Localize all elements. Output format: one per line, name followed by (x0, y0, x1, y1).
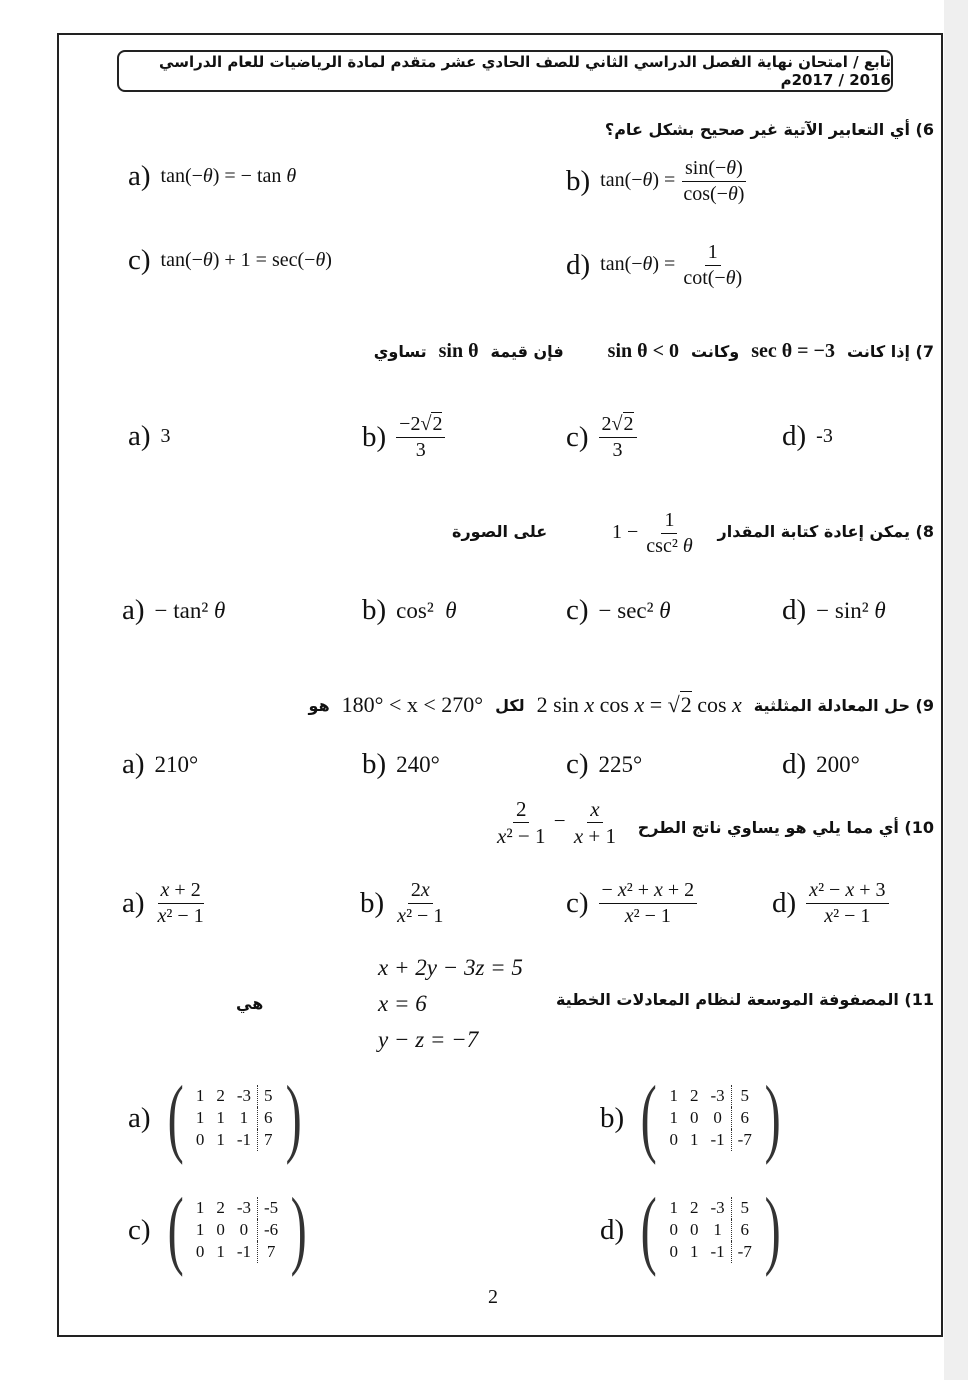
q7-option-d[interactable] (782, 420, 833, 453)
matrix-entry: -1 (704, 1129, 731, 1151)
q9-range: 180° < x < 270° (341, 692, 484, 717)
matrix-entry: 1 (195, 1108, 205, 1127)
q7-option-b[interactable] (362, 412, 445, 463)
q9-is: هو (308, 695, 330, 715)
matrix-entry: -3 (231, 1085, 258, 1107)
q7-and: وكانت (690, 342, 740, 361)
matrix-entry: 5 (740, 1198, 749, 1217)
scan-edge (944, 0, 968, 1380)
q11-equation-2: x = 6 (378, 991, 427, 1016)
q7-intro: 7) إذا كانت (846, 342, 934, 361)
matrix-entry: 6 (264, 1108, 273, 1127)
matrix-entry: 0 (195, 1130, 205, 1149)
q6-b-expression: tan(−θ) = $\frac{\sin(-\theta)}{\cos(-\theta)}$ (600, 157, 745, 205)
q6-option-d[interactable] (566, 240, 745, 291)
q8-c-expression: − sec² θ (598, 597, 671, 623)
q6-d-expression: tan(−θ) = $\frac{1}{\cot(-\theta)}$ (600, 241, 743, 289)
matrix-entry: 0 (669, 1130, 678, 1149)
q10-option-a[interactable] (122, 878, 207, 929)
q8-option-a[interactable] (122, 594, 225, 627)
q7-sec-condition: sec θ = −3 (751, 340, 835, 362)
q9-b-value: 240° (396, 751, 440, 777)
q7-d-value: -3 (816, 425, 833, 447)
q10-b-expression: $\frac{2x}{\text{x² − 1}}$ (397, 879, 444, 927)
option-label: c) (566, 421, 589, 453)
matrix-entry: 0 (669, 1220, 678, 1239)
q8-a-expression: − tan² θ (154, 597, 226, 623)
option-label: a) (122, 594, 145, 626)
q9-d-value: 200° (816, 751, 860, 777)
q9-option-d[interactable] (782, 748, 860, 781)
matrix-entry: 7 (266, 1242, 276, 1261)
q10-option-c[interactable] (566, 878, 697, 929)
q6-option-c[interactable] (128, 244, 332, 277)
q8-suffix: على الصورة (452, 522, 548, 541)
matrix-entry: 0 (689, 1108, 699, 1127)
q10-d-expression: $\frac{\text{x² − x + 3}}{\text{x² − 1}}$ (806, 878, 888, 929)
q7-target: sin θ (438, 340, 479, 362)
matrix-entry: -1 (704, 1241, 731, 1263)
question-9-text (309, 692, 934, 718)
matrix-entry: 1 (689, 1130, 699, 1149)
matrix-entry: 0 (231, 1219, 258, 1241)
q10-option-d[interactable] (772, 878, 889, 929)
option-label: b) (360, 887, 385, 919)
q9-intro: 9) حل المعادلة المثلثية (753, 695, 934, 715)
q11-a-matrix: ( 1 2 -3 5 1 1 1 6 0 1 -1 7 ) (167, 1069, 302, 1166)
q7-then: فإن قيمة (490, 342, 564, 361)
q6-option-a[interactable] (128, 160, 296, 193)
matrix-entry: 1 (704, 1219, 731, 1241)
q11-system (378, 950, 523, 1058)
matrix-entry: 6 (740, 1220, 749, 1239)
matrix-entry: 7 (264, 1130, 273, 1149)
option-label: d) (566, 249, 591, 281)
q9-for: لكل (495, 695, 525, 715)
q9-a-value: 210° (154, 751, 199, 777)
option-label: d) (772, 887, 797, 919)
matrix-entry: 0 (689, 1220, 699, 1239)
matrix-entry: 1 (669, 1198, 678, 1217)
matrix-entry: 5 (740, 1086, 749, 1105)
option-label: a) (128, 420, 151, 452)
q11-equation-1: x + 2y − 3z = 5 (378, 955, 523, 980)
q11-is: هي (236, 994, 264, 1013)
option-label: d) (782, 594, 807, 626)
option-label: a) (128, 160, 151, 192)
q6-c-expression: tan(−θ) + 1 = sec(−θ) (160, 249, 332, 271)
option-label: c) (566, 748, 589, 780)
q8-option-b[interactable] (362, 594, 457, 627)
q8-expression: 1 − $\frac{1}{\text{csc² θ}}$ (612, 509, 693, 557)
matrix-entry: 1 (195, 1220, 205, 1239)
matrix-entry: -5 (264, 1198, 279, 1217)
option-label: c) (566, 887, 589, 919)
matrix-entry: 1 (216, 1130, 225, 1149)
matrix-entry: 1 (689, 1242, 699, 1261)
matrix-entry: 2 (689, 1198, 699, 1217)
exam-header: تابع / امتحان نهاية الفصل الدراسي الثاني للصف الحادي عشر متقدم لمادة الرياضيات للعام الدراسي 2016 / 2017م (117, 50, 893, 92)
question-6-text: 6) أي التعابير الآتية غير صحيح بشكل عام؟ (604, 120, 934, 139)
q11-option-c[interactable] (128, 1181, 314, 1278)
matrix-entry: 1 (195, 1198, 205, 1217)
q10-option-b[interactable] (360, 878, 446, 929)
q7-equals: تساوي (373, 342, 427, 361)
option-label: d) (782, 748, 807, 780)
option-label: c) (128, 1213, 151, 1246)
q9-option-a[interactable] (122, 748, 198, 781)
matrix-entry: 1 (216, 1108, 225, 1127)
matrix-entry: 0 (669, 1242, 678, 1261)
q7-sin-condition: sin θ < 0 (607, 340, 679, 362)
option-label: a) (128, 1101, 151, 1134)
option-label: b) (362, 421, 387, 453)
q11-option-d[interactable] (600, 1181, 787, 1278)
q11-option-a[interactable] (128, 1069, 308, 1166)
matrix-entry: -1 (231, 1241, 258, 1263)
q6-a-expression: tan(−θ) = − tan θ (160, 165, 297, 187)
matrix-entry: -3 (704, 1197, 731, 1219)
option-label: c) (128, 244, 151, 276)
q7-b-value: $\frac{-2√2}{3}$ (396, 412, 445, 463)
matrix-entry: 1 (669, 1086, 678, 1105)
q7-option-c[interactable] (566, 412, 637, 463)
matrix-entry: 5 (264, 1086, 273, 1105)
option-label: b) (362, 748, 387, 780)
matrix-entry: 2 (216, 1198, 225, 1217)
option-label: b) (600, 1101, 625, 1134)
q9-c-value: 225° (598, 751, 643, 777)
q11-equation-3: y − z = −7 (378, 1027, 479, 1052)
question-10-text: 10) أي مما يلي هو يساوي ناتج الطرح (637, 818, 934, 837)
matrix-entry: 2 (689, 1086, 699, 1105)
option-label: d) (782, 420, 807, 452)
matrix-entry: -3 (704, 1085, 731, 1107)
q10-a-expression: $\frac{x + 2}{\text{x² − 1}}$ (157, 879, 204, 927)
q11-c-matrix: ( 1 2 -3 -5 1 0 0 -6 0 1 -1 7 ) (167, 1181, 307, 1278)
q9-equation: 2 sin x cos x = √2 cos x (536, 692, 742, 717)
matrix-entry: -7 (737, 1242, 752, 1261)
q7-a-value: 3 (160, 425, 171, 447)
q8-b-expression: cos² θ (396, 597, 457, 623)
option-label: a) (122, 748, 145, 780)
q11-option-b[interactable] (600, 1069, 787, 1166)
matrix-entry: -6 (264, 1220, 279, 1239)
option-label: b) (566, 165, 591, 197)
option-label: a) (122, 887, 145, 919)
matrix-entry: 1 (669, 1108, 678, 1127)
question-11-text: 11) المصفوفة الموسعة لنظام المعادلات الخطية (555, 990, 934, 1009)
matrix-entry: 1 (195, 1086, 205, 1105)
matrix-entry: 0 (704, 1107, 731, 1129)
q9-option-b[interactable] (362, 748, 440, 781)
matrix-entry: -3 (231, 1197, 258, 1219)
question-8-text: 8) يمكن إعادة كتابة المقدار (717, 522, 934, 541)
matrix-entry: 1 (231, 1107, 258, 1129)
q11-d-matrix: ( 1 2 -3 5 0 0 1 6 0 1 -1 -7 ) (640, 1181, 781, 1278)
question-7-text (374, 340, 934, 363)
q10-expression: $\frac{2}{\text{x² − 1}}$ − $\frac{x}{x + 1}$ (497, 797, 616, 849)
page-number: 2 (488, 1286, 498, 1308)
matrix-entry: 0 (216, 1220, 225, 1239)
q8-option-d[interactable] (782, 594, 886, 627)
q7-c-value: $\frac{2√2}{3}$ (599, 412, 637, 463)
q6-option-b[interactable] (566, 156, 747, 207)
option-label: b) (362, 594, 387, 626)
q8-option-c[interactable] (566, 594, 671, 627)
matrix-entry: 2 (216, 1086, 225, 1105)
q7-option-a[interactable] (128, 420, 171, 453)
option-label: c) (566, 594, 589, 626)
matrix-entry: 0 (195, 1242, 205, 1261)
q10-c-expression: $\frac{\text{− x² + x + 2}}{\text{x² − 1}}$ (599, 878, 698, 929)
matrix-entry: 6 (740, 1108, 749, 1127)
matrix-entry: -7 (737, 1130, 752, 1149)
q8-d-expression: − sin² θ (816, 597, 886, 623)
q11-b-matrix: ( 1 2 -3 5 1 0 0 6 0 1 -1 -7 ) (640, 1069, 781, 1166)
option-label: d) (600, 1213, 625, 1246)
q9-option-c[interactable] (566, 748, 642, 781)
matrix-entry: 1 (216, 1242, 225, 1261)
matrix-entry: -1 (231, 1129, 258, 1151)
